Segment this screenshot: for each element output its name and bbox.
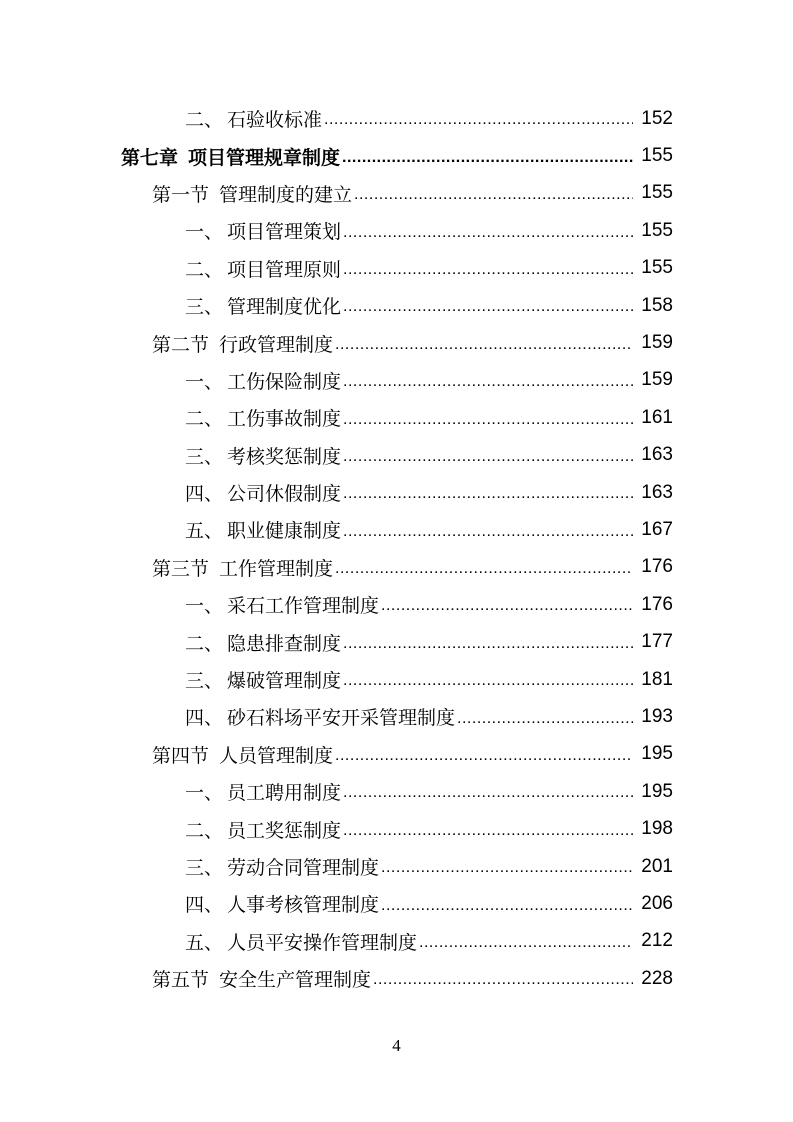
toc-entry-title xyxy=(185,778,341,805)
toc-entry-text: 管理制度的建立 xyxy=(219,183,353,206)
toc-entry-text: 砂石料场平安开采管理制度 xyxy=(227,707,456,730)
toc-entry-number: 四、 xyxy=(185,894,224,917)
dot-leader xyxy=(343,449,633,474)
dot-leader xyxy=(342,150,633,175)
toc-entry-number: 三、 xyxy=(185,670,224,693)
dot-leader xyxy=(343,486,633,511)
dot-leader xyxy=(343,636,633,661)
toc-entry-title xyxy=(185,591,379,618)
toc-entry-page: 167 xyxy=(641,518,673,540)
toc-entry-page: 163 xyxy=(641,444,673,466)
toc-entry[interactable] xyxy=(0,623,793,660)
toc-entry-page: 177 xyxy=(641,631,673,653)
toc-entry-page: 176 xyxy=(641,556,673,578)
toc-entry-number: 五、 xyxy=(185,520,224,543)
dot-leader xyxy=(343,374,633,399)
dot-leader xyxy=(343,225,633,250)
toc-entry-title xyxy=(121,143,340,170)
toc-entry-text: 人员管理制度 xyxy=(219,744,334,767)
toc-entry[interactable] xyxy=(0,250,793,287)
toc-entry-number: 三、 xyxy=(185,445,224,468)
toc-entry-number: 第七章 xyxy=(121,146,179,169)
toc-entry[interactable] xyxy=(0,175,793,212)
toc-entry-number: 三、 xyxy=(185,296,224,319)
dot-leader xyxy=(343,785,633,810)
toc-entry-page: 152 xyxy=(641,107,673,129)
toc-entry-text: 石验收标准 xyxy=(227,109,323,132)
toc-entry-title xyxy=(185,890,379,917)
toc-entry-page: 159 xyxy=(641,369,673,391)
toc-entry[interactable] xyxy=(0,437,793,474)
toc-entry-number: 第四节 xyxy=(152,744,210,767)
toc-entry-number: 一、 xyxy=(185,221,224,244)
toc-entry-page: 206 xyxy=(641,892,673,914)
toc-entry-text: 管理制度优化 xyxy=(227,296,342,319)
toc-entry[interactable] xyxy=(0,736,793,773)
toc-entry-page: 155 xyxy=(641,257,673,279)
toc-entry-title xyxy=(152,554,333,581)
toc-entry[interactable] xyxy=(0,885,793,922)
toc-entry-number: 一、 xyxy=(185,782,224,805)
toc-entry-number: 第五节 xyxy=(152,969,210,992)
toc-entry-title xyxy=(185,479,341,506)
toc-entry[interactable] xyxy=(0,848,793,885)
toc-entry[interactable] xyxy=(0,212,793,249)
toc-entry-title xyxy=(185,217,341,244)
toc-entry-number: 第一节 xyxy=(152,183,210,206)
toc-entry[interactable] xyxy=(0,698,793,735)
toc-entry-page: 198 xyxy=(641,818,673,840)
toc-entry-number: 四、 xyxy=(185,483,224,506)
dot-leader xyxy=(343,673,633,698)
toc-entry-number: 三、 xyxy=(185,857,224,879)
toc-entry[interactable] xyxy=(0,137,793,174)
toc-entry[interactable] xyxy=(0,100,793,137)
toc-entry-title xyxy=(152,965,371,992)
toc-entry-number: 五、 xyxy=(185,931,224,954)
toc-entry-title xyxy=(152,180,352,207)
toc-entry-text: 安全生产管理制度 xyxy=(219,969,372,992)
dot-leader xyxy=(335,337,633,362)
dot-leader xyxy=(457,711,633,736)
toc-entry-page: 176 xyxy=(641,593,673,615)
page-number: 4 xyxy=(392,1036,401,1055)
toc-entry-page: 201 xyxy=(641,855,673,877)
toc-entry-text: 考核奖惩制度 xyxy=(227,445,342,468)
toc-entry-page: 155 xyxy=(641,145,673,167)
dot-leader xyxy=(343,823,633,848)
toc-entry-number: 二、 xyxy=(185,258,224,281)
toc-entry-number: 一、 xyxy=(185,370,224,393)
toc-entry-title xyxy=(185,928,417,955)
toc-entry[interactable] xyxy=(0,549,793,586)
dot-leader xyxy=(343,262,633,287)
toc-entry-text: 人员平安操作管理制度 xyxy=(227,931,418,954)
toc-entry-page: 212 xyxy=(641,930,673,952)
toc-entry-page: 155 xyxy=(641,219,673,241)
toc-entry-number: 二、 xyxy=(185,632,224,655)
dot-leader xyxy=(335,748,633,773)
toc-entry-title xyxy=(185,853,379,880)
toc-entry-title xyxy=(185,816,341,843)
toc-entry-title xyxy=(185,666,341,693)
toc-entry-page: 195 xyxy=(641,780,673,802)
toc-entry[interactable] xyxy=(0,474,793,511)
toc-entry-text: 项目管理原则 xyxy=(227,258,342,281)
toc-entry-page: 161 xyxy=(641,406,673,428)
toc-entry[interactable] xyxy=(0,810,793,847)
dot-leader xyxy=(343,299,633,324)
toc-entry[interactable] xyxy=(0,287,793,324)
dot-leader xyxy=(381,898,633,923)
toc-entry-page: 228 xyxy=(641,967,673,989)
toc-entry-title xyxy=(152,330,333,357)
toc-entry-number: 四、 xyxy=(185,707,224,730)
toc-entry-page: 158 xyxy=(641,294,673,316)
toc-entry-text: 项目管理策划 xyxy=(227,221,342,244)
toc-entry[interactable] xyxy=(0,661,793,698)
toc-entry-text: 职业健康制度 xyxy=(227,520,342,543)
table-of-contents xyxy=(0,100,793,997)
toc-entry-number: 第二节 xyxy=(152,333,210,356)
dot-leader xyxy=(381,860,633,885)
toc-entry-text: 行政管理制度 xyxy=(219,333,334,356)
toc-entry-page: 159 xyxy=(641,332,673,354)
toc-entry-title xyxy=(185,442,341,469)
toc-entry-page: 181 xyxy=(641,668,673,690)
toc-entry-text: 员工聘用制度 xyxy=(227,782,342,805)
toc-entry-title xyxy=(185,703,455,730)
toc-entry[interactable] xyxy=(0,586,793,623)
toc-entry-text: 工作管理制度 xyxy=(219,557,334,580)
dot-leader xyxy=(354,187,633,212)
toc-entry-number: 二、 xyxy=(185,408,224,431)
dot-leader xyxy=(381,598,633,623)
toc-entry-number: 二、 xyxy=(185,109,224,132)
toc-entry-text: 工伤事故制度 xyxy=(227,408,342,431)
toc-entry-page: 195 xyxy=(641,743,673,765)
toc-entry-text: 采石工作管理制度 xyxy=(227,595,380,618)
toc-entry-title xyxy=(185,367,341,394)
toc-entry-text: 公司休假制度 xyxy=(227,483,342,506)
toc-entry[interactable] xyxy=(0,773,793,810)
dot-leader xyxy=(335,561,633,586)
dot-leader xyxy=(419,935,633,960)
toc-entry[interactable] xyxy=(0,399,793,436)
toc-entry-title xyxy=(185,292,341,319)
toc-entry[interactable] xyxy=(0,923,793,960)
toc-entry-title xyxy=(185,516,341,543)
toc-entry-title xyxy=(185,255,341,282)
toc-entry-text: 劳动合同管理制度 xyxy=(227,857,380,879)
toc-entry-page: 155 xyxy=(641,182,673,204)
toc-entry-text: 项目管理规章制度 xyxy=(188,146,341,169)
toc-entry-number: 一、 xyxy=(185,595,224,618)
dot-leader xyxy=(373,972,633,997)
dot-leader xyxy=(343,524,633,549)
toc-entry-title xyxy=(185,629,341,656)
toc-entry-title xyxy=(185,404,341,431)
toc-entry-title xyxy=(185,105,322,132)
toc-entry-text: 爆破管理制度 xyxy=(227,670,342,693)
toc-entry[interactable] xyxy=(0,324,793,361)
dot-leader xyxy=(324,112,633,137)
toc-entry[interactable] xyxy=(0,960,793,997)
toc-entry-page: 163 xyxy=(641,481,673,503)
toc-entry-text: 工伤保险制度 xyxy=(227,370,342,393)
dot-leader xyxy=(343,412,633,437)
toc-entry-title xyxy=(152,741,333,768)
toc-entry-text: 隐患排查制度 xyxy=(227,632,342,655)
toc-entry-number: 第三节 xyxy=(152,557,210,580)
toc-entry-text: 员工奖惩制度 xyxy=(227,819,342,842)
toc-entry-number: 二、 xyxy=(185,819,224,842)
toc-entry-page: 193 xyxy=(641,705,673,727)
toc-entry-text: 人事考核管理制度 xyxy=(227,894,380,917)
toc-entry[interactable] xyxy=(0,362,793,399)
toc-entry[interactable] xyxy=(0,511,793,548)
